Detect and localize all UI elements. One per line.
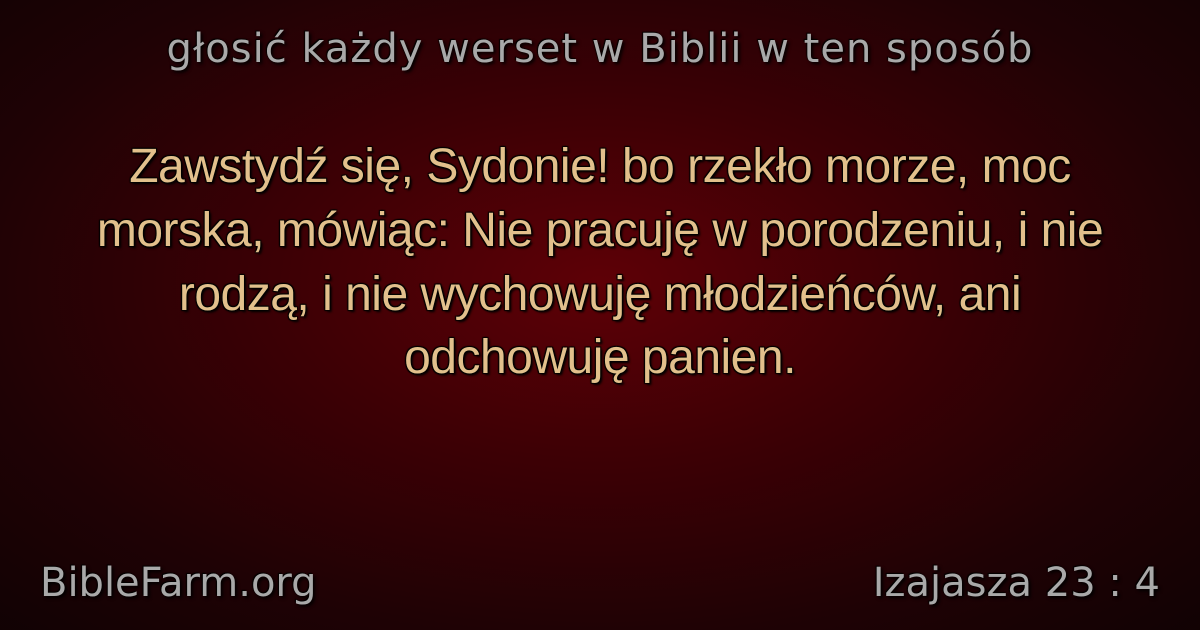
site-name: BibleFarm.org	[40, 560, 317, 606]
tagline: głosić każdy werset w Biblii w ten sposób	[166, 26, 1034, 72]
verse-reference: Izajasza 23 : 4	[872, 560, 1160, 606]
verse-text: Zawstydź się, Sydonie! bo rzekło morze, moc morska, mówiąc: Nie pracuję w porodzeniu, i nie rodzą, i nie wychowuję młodzieńców, ani odchowuję panien.	[96, 140, 1104, 385]
